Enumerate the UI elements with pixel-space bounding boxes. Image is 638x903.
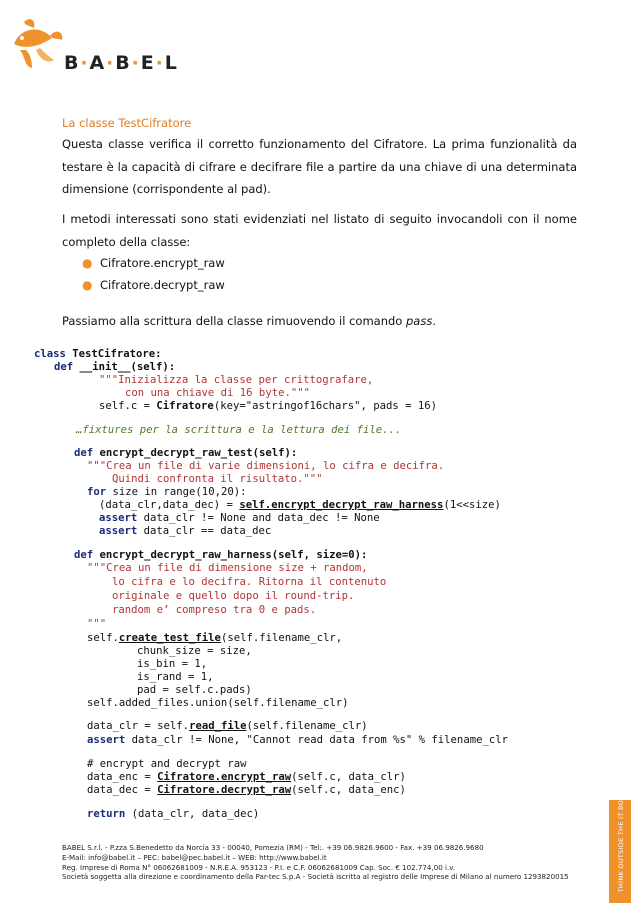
- code-line: self.added_files.union(self.filename_clr): [87, 697, 349, 709]
- code-line: (data_clr,data_dec) = self.encrypt_decrypt_raw_harness(1<<size): [99, 499, 501, 511]
- code-line: def encrypt_decrypt_raw_test(self):: [74, 447, 298, 459]
- footer-legal: Società soggetta alla direzione e coordinamento della Par-tec S.p.A - Società iscritta al registro delle Imprese di Milano al numero 1293820015: [62, 872, 569, 882]
- code-line: self.create_test_file(self.filename_clr,: [87, 632, 343, 644]
- code-comment: …fixtures per la scrittura e la lettura dei file...: [76, 424, 402, 436]
- code-line: random e’ compreso tra 0 e pads.: [112, 604, 317, 616]
- code-line: assert data_clr != None and data_dec != None: [99, 512, 380, 524]
- footer-registration: Reg. Imprese di Roma N° 06062681009 - N.R.E.A. 953123 - P.I. e C.F. 06062681009 Cap. Soc. € 102.774,00 i.v.: [62, 862, 456, 872]
- code-line: originale e quello dopo il round-trip.: [112, 590, 355, 602]
- code-line: data_enc = Cifratore.encrypt_raw(self.c, data_clr): [87, 771, 406, 783]
- code-line: assert data_clr == data_dec: [99, 525, 272, 537]
- code-line: # encrypt and decrypt raw: [87, 758, 247, 770]
- code-line: data_dec = Cifratore.decrypt_raw(self.c, data_enc): [87, 784, 406, 796]
- pass-paragraph: Passiamo alla scrittura della classe rimuovendo il comando pass.: [62, 314, 436, 328]
- side-tagline: THINK OUTSIDE THE IT BOX: [617, 795, 625, 893]
- code-line: def encrypt_decrypt_raw_harness(self, size=0):: [74, 549, 368, 561]
- code-line: """Crea un file di dimensione size + random,: [87, 562, 368, 574]
- code-line: return (data_clr, data_dec): [87, 808, 260, 820]
- code-line: pad = self.c.pads): [137, 684, 252, 696]
- intro-paragraph: Questa classe verifica il corretto funzionamento del Cifratore. La prima funzionalità da testare è la capacità di cifrare e decifrare file a partire da una chiave di una determinata dimensione (corrispondente al pad).: [62, 137, 577, 196]
- code-line: Quindi confronta il risultato.""": [112, 473, 323, 485]
- company-logo: [6, 10, 196, 82]
- page-footer: [62, 843, 569, 882]
- code-line: data_clr = self.read_file(self.filename_clr): [87, 720, 368, 732]
- list-item: ● Cifratore.encrypt_raw: [82, 256, 225, 270]
- code-line: is_bin = 1,: [137, 658, 208, 670]
- fish-icon: [6, 10, 66, 72]
- code-line: """: [87, 618, 107, 630]
- methods-paragraph: I metodi interessati sono stati evidenziati nel listato di seguito invocandoli con il nome completo della classe:: [62, 212, 577, 249]
- list-item: ● Cifratore.decrypt_raw: [82, 278, 225, 292]
- code-line: for size in range(10,20):: [87, 486, 247, 498]
- code-line: lo cifra e lo decifra. Ritorna il contenuto: [112, 576, 387, 588]
- code-line: self.c = Cifratore(key="astringof16chars", pads = 16): [99, 400, 438, 412]
- code-line: con una chiave di 16 byte.""": [125, 387, 310, 399]
- code-line: """Crea un file di varie dimensioni, lo cifra e decifra.: [87, 460, 445, 472]
- code-line: class TestCifratore:: [34, 348, 162, 360]
- code-line: """Inizializza la classe per crittografare,: [99, 374, 374, 386]
- footer-address: BABEL S.r.l. - P.zza S.Benedetto da Norcia 33 - 00040, Pomezia (RM) - Tel:. +39 06.9826.9600 - Fax. +39 06.9826.9680: [62, 843, 484, 852]
- section-title: La classe TestCifratore: [62, 116, 192, 130]
- code-line: is_rand = 1,: [137, 671, 214, 683]
- brand-wordmark: B · A · B · E · L: [64, 52, 177, 74]
- code-line: assert data_clr != None, "Cannot read data from %s" % filename_clr: [87, 734, 508, 746]
- code-line: chunk_size = size,: [137, 645, 252, 657]
- side-tagline-bar: [609, 795, 631, 903]
- method-list: [62, 252, 225, 296]
- code-line: def __init__(self):: [54, 361, 176, 373]
- footer-contacts: E-Mail: info@babel.it – PEC: babel@pec.babel.it – WEB: http://www.babel.it: [62, 852, 327, 862]
